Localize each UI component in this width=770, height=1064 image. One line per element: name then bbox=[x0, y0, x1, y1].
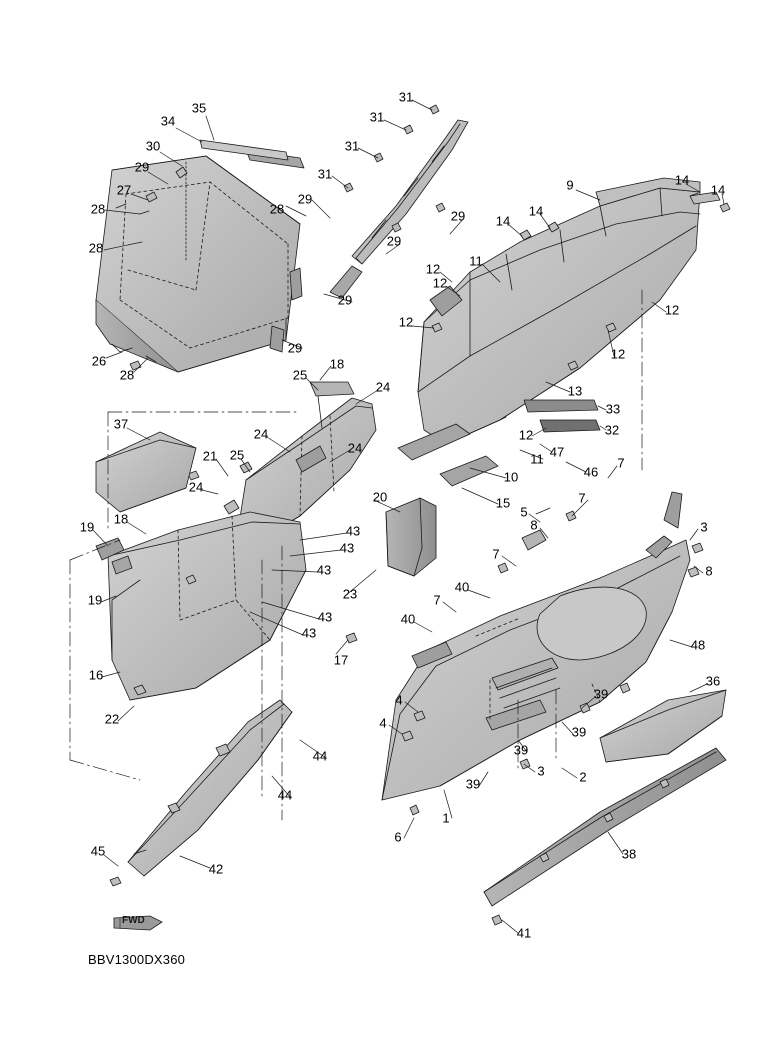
callout-number: 43 bbox=[339, 540, 355, 556]
callout-number: 2 bbox=[579, 769, 587, 785]
callout-number: 12 bbox=[432, 275, 448, 291]
callout-number: 43 bbox=[317, 609, 333, 625]
callout-number: 11 bbox=[530, 451, 544, 467]
callout-number: 39 bbox=[513, 742, 529, 758]
callout-number: 40 bbox=[400, 611, 416, 627]
part-panel-37 bbox=[96, 432, 196, 512]
callout-number: 32 bbox=[604, 422, 620, 438]
callout-number: 31 bbox=[344, 138, 360, 154]
callout-number: 44 bbox=[312, 748, 328, 764]
callout-number: 39 bbox=[593, 686, 609, 702]
callout-number: 20 bbox=[372, 489, 388, 505]
callout-number: 27 bbox=[116, 182, 132, 198]
callout-number: 44 bbox=[277, 787, 293, 803]
callout-number: 3 bbox=[700, 519, 708, 535]
callout-number: 16 bbox=[88, 667, 104, 683]
callout-number: 29 bbox=[297, 191, 313, 207]
callout-number: 24 bbox=[253, 426, 269, 442]
callout-number: 43 bbox=[345, 523, 361, 539]
callout-number: 12 bbox=[398, 314, 414, 330]
callout-number: 18 bbox=[113, 511, 129, 527]
callout-number: 21 bbox=[202, 448, 218, 464]
callout-number: 8 bbox=[530, 517, 538, 533]
callout-number: 9 bbox=[566, 177, 574, 193]
callout-number: 29 bbox=[134, 159, 150, 175]
callout-number: 31 bbox=[369, 109, 385, 125]
callout-number: 48 bbox=[690, 637, 706, 653]
callout-number: 37 bbox=[113, 416, 129, 432]
callout-number: 7 bbox=[578, 490, 586, 506]
callout-number: 40 bbox=[454, 579, 470, 595]
part-emblem-strips bbox=[524, 400, 600, 432]
callout-number: 12 bbox=[425, 261, 441, 277]
fwd-label-text: FWD bbox=[122, 915, 145, 926]
callout-number: 18 bbox=[329, 356, 345, 372]
callout-number: 4 bbox=[379, 715, 387, 731]
callout-number: 38 bbox=[621, 846, 637, 862]
callout-number: 14 bbox=[528, 203, 544, 219]
callout-number: 46 bbox=[583, 464, 599, 480]
callout-number: 30 bbox=[145, 138, 161, 154]
part-panel-42 bbox=[110, 700, 292, 886]
callout-number: 12 bbox=[518, 427, 534, 443]
callout-number: 12 bbox=[664, 302, 680, 318]
callout-number: 31 bbox=[317, 166, 333, 182]
callout-number: 29 bbox=[287, 340, 303, 356]
callout-number: 22 bbox=[104, 711, 120, 727]
callout-number: 29 bbox=[386, 233, 402, 249]
callout-number: 42 bbox=[208, 861, 224, 877]
callout-number: 43 bbox=[316, 562, 332, 578]
callout-number: 7 bbox=[433, 592, 441, 608]
callout-number: 31 bbox=[398, 89, 414, 105]
callout-number: 19 bbox=[79, 519, 95, 535]
part-floor-panel-left bbox=[96, 140, 304, 372]
callout-number: 8 bbox=[705, 563, 713, 579]
callout-number: 28 bbox=[269, 201, 285, 217]
callout-number: 19 bbox=[87, 592, 103, 608]
callout-number: 28 bbox=[88, 240, 104, 256]
callout-number: 3 bbox=[537, 763, 545, 779]
callout-number: 28 bbox=[119, 367, 135, 383]
part-code-label: BBV1300DX360 bbox=[88, 952, 186, 967]
callout-number: 45 bbox=[90, 843, 106, 859]
callout-number: 24 bbox=[188, 479, 204, 495]
callout-number: 1 bbox=[442, 810, 450, 826]
callout-number: 17 bbox=[333, 652, 349, 668]
callout-number: 4 bbox=[395, 692, 403, 708]
callout-number: 39 bbox=[571, 724, 587, 740]
callout-number: 41 bbox=[516, 925, 532, 941]
callout-number: 24 bbox=[375, 379, 391, 395]
callout-number: 28 bbox=[90, 201, 106, 217]
callout-number: 7 bbox=[492, 546, 500, 562]
callout-number: 26 bbox=[91, 353, 107, 369]
callout-number: 5 bbox=[520, 504, 528, 520]
callout-number: 43 bbox=[301, 625, 317, 641]
part-trim-strip-38 bbox=[484, 748, 726, 925]
callout-number: 39 bbox=[465, 776, 481, 792]
callout-number: 25 bbox=[292, 367, 308, 383]
callout-number: 13 bbox=[567, 383, 583, 399]
callout-number: 14 bbox=[495, 213, 511, 229]
callout-number: 29 bbox=[337, 292, 353, 308]
callout-number: 12 bbox=[610, 346, 626, 362]
callout-number: 11 bbox=[469, 253, 483, 269]
callout-number: 24 bbox=[347, 440, 363, 456]
callout-number: 10 bbox=[503, 469, 519, 485]
callout-number: 25 bbox=[229, 447, 245, 463]
callout-number: 33 bbox=[605, 401, 621, 417]
callout-number: 36 bbox=[705, 673, 721, 689]
callout-number: 14 bbox=[710, 182, 726, 198]
callout-number: 47 bbox=[549, 444, 565, 460]
part-panel-36 bbox=[600, 690, 726, 762]
callout-number: 6 bbox=[394, 829, 402, 845]
callout-number: 29 bbox=[450, 208, 466, 224]
callout-number: 23 bbox=[342, 586, 358, 602]
callout-number: 15 bbox=[495, 495, 511, 511]
callout-number: 14 bbox=[674, 172, 690, 188]
part-side-cover-right bbox=[398, 178, 720, 486]
callout-number: 34 bbox=[160, 113, 176, 129]
callout-number: 7 bbox=[617, 455, 625, 471]
callout-number: 35 bbox=[191, 100, 207, 116]
